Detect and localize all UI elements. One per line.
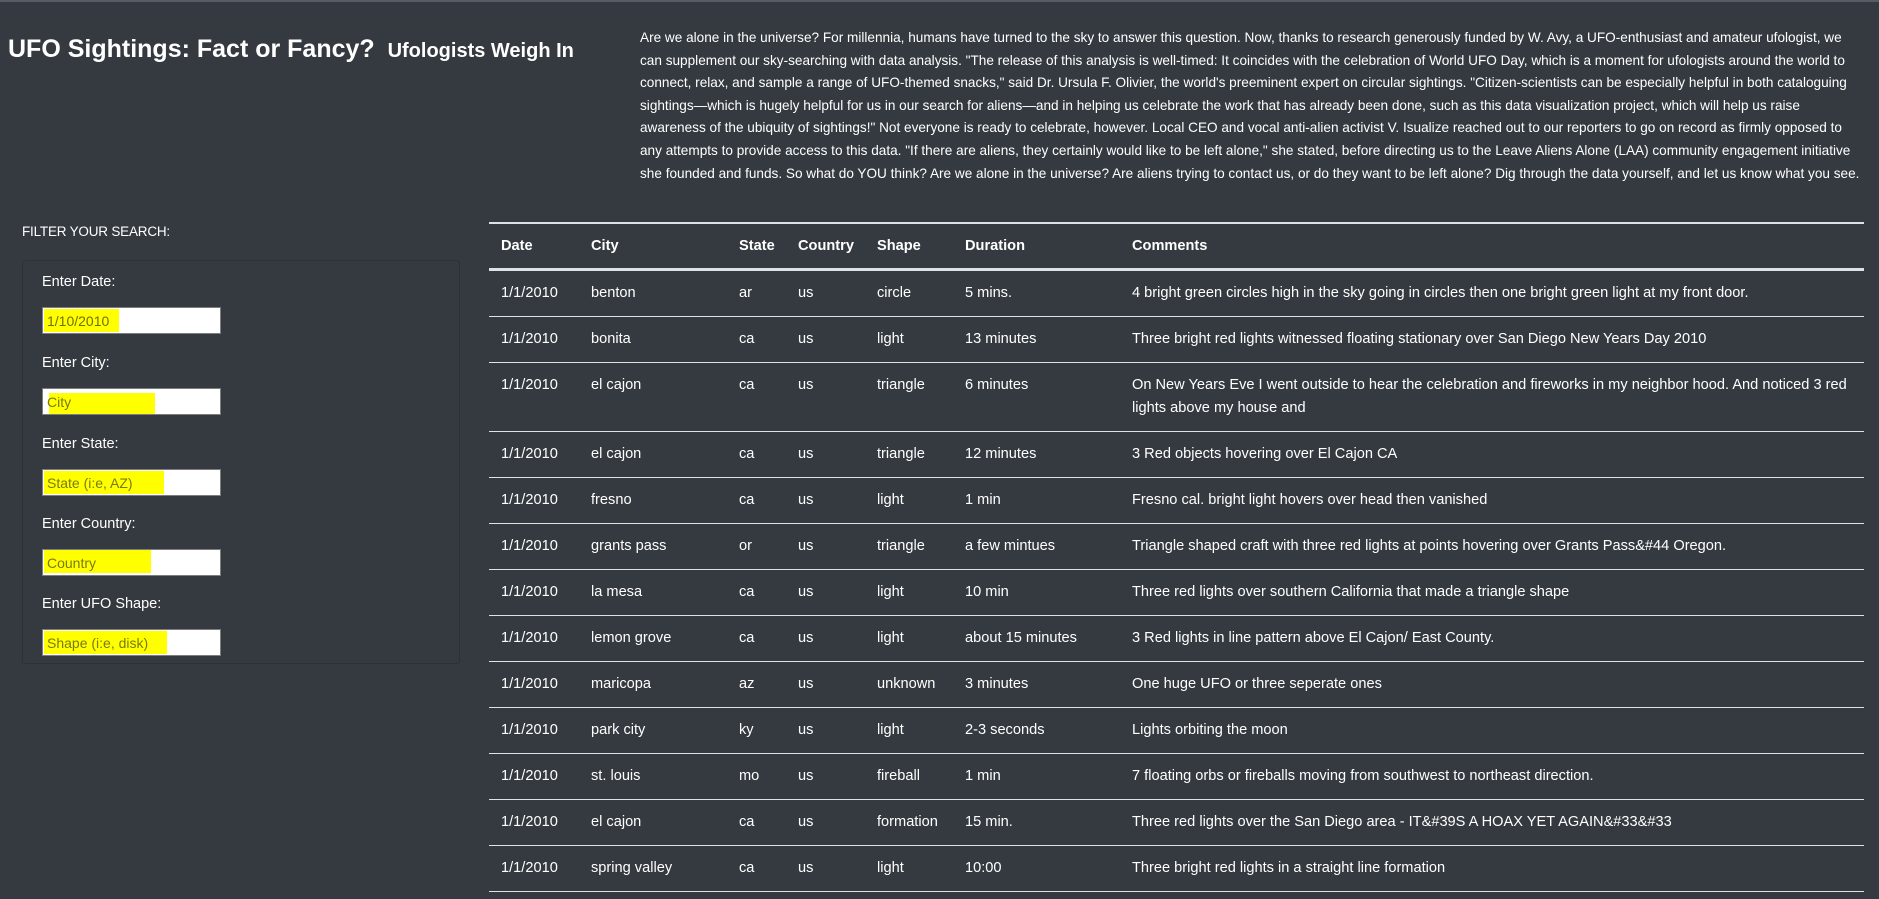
cell-duration: 3 minutes bbox=[953, 662, 1120, 708]
table-row bbox=[489, 800, 1864, 846]
top-border bbox=[0, 0, 1879, 2]
state-input[interactable] bbox=[43, 470, 220, 495]
cell-duration: 15 min. bbox=[953, 800, 1120, 846]
cell-comments: 3 Red lights in line pattern above El Cajon/ East County. bbox=[1120, 616, 1864, 662]
cell-city: maricopa bbox=[579, 662, 727, 708]
cell-duration: 5 mins. bbox=[953, 270, 1120, 317]
cell-city: fresno bbox=[579, 478, 727, 524]
cell-country: us bbox=[786, 432, 865, 478]
page-title bbox=[8, 28, 574, 65]
cell-state: or bbox=[727, 524, 786, 570]
table-row bbox=[489, 432, 1864, 478]
cell-shape: light bbox=[865, 846, 953, 892]
column-header-city: City bbox=[579, 223, 727, 270]
cell-shape: light bbox=[865, 708, 953, 754]
cell-state: mo bbox=[727, 754, 786, 800]
cell-comments: One huge UFO or three seperate ones bbox=[1120, 662, 1864, 708]
cell-date: 1/1/2010 bbox=[489, 363, 579, 432]
cell-date: 1/1/2010 bbox=[489, 317, 579, 363]
cell-shape: formation bbox=[865, 800, 953, 846]
table-row bbox=[489, 270, 1864, 317]
filter-country-group bbox=[42, 516, 221, 576]
city-input[interactable] bbox=[43, 389, 220, 414]
column-header-date: Date bbox=[489, 223, 579, 270]
date-label: Enter Date: bbox=[42, 274, 116, 290]
cell-date: 1/1/2010 bbox=[489, 270, 579, 317]
cell-country: us bbox=[786, 754, 865, 800]
cell-state: ky bbox=[727, 708, 786, 754]
table-row bbox=[489, 846, 1864, 892]
cell-country: us bbox=[786, 570, 865, 616]
column-header-shape: Shape bbox=[865, 223, 953, 270]
shape-input[interactable] bbox=[43, 630, 220, 655]
cell-comments: Triangle shaped craft with three red lights at points hovering over Grants Pass&#44 Oregon. bbox=[1120, 524, 1864, 570]
cell-shape: circle bbox=[865, 270, 953, 317]
cell-state: ca bbox=[727, 846, 786, 892]
cell-state: ca bbox=[727, 616, 786, 662]
cell-duration: 10:00 bbox=[953, 846, 1120, 892]
cell-comments: 7 floating orbs or fireballs moving from southwest to northeast direction. bbox=[1120, 754, 1864, 800]
cell-city: el cajon bbox=[579, 363, 727, 432]
cell-city: lemon grove bbox=[579, 616, 727, 662]
filter-state-group bbox=[42, 436, 221, 496]
cell-state: ca bbox=[727, 478, 786, 524]
filter-date-group bbox=[42, 274, 221, 334]
cell-date: 1/1/2010 bbox=[489, 616, 579, 662]
cell-state: ca bbox=[727, 432, 786, 478]
cell-country: us bbox=[786, 616, 865, 662]
cell-shape: light bbox=[865, 616, 953, 662]
cell-duration: 13 minutes bbox=[953, 317, 1120, 363]
cell-duration: 1 min bbox=[953, 478, 1120, 524]
ufo-table bbox=[489, 222, 1864, 892]
column-header-comments: Comments bbox=[1120, 223, 1864, 270]
city-label: Enter City: bbox=[42, 355, 110, 371]
filter-panel bbox=[22, 260, 460, 664]
cell-date: 1/1/2010 bbox=[489, 570, 579, 616]
cell-duration: a few mintues bbox=[953, 524, 1120, 570]
state-label: Enter State: bbox=[42, 436, 119, 452]
table-row bbox=[489, 616, 1864, 662]
cell-country: us bbox=[786, 478, 865, 524]
cell-city: benton bbox=[579, 270, 727, 317]
cell-comments: Three bright red lights in a straight line formation bbox=[1120, 846, 1864, 892]
table-row bbox=[489, 478, 1864, 524]
cell-date: 1/1/2010 bbox=[489, 432, 579, 478]
table-row bbox=[489, 317, 1864, 363]
cell-country: us bbox=[786, 708, 865, 754]
cell-duration: 10 min bbox=[953, 570, 1120, 616]
cell-shape: unknown bbox=[865, 662, 953, 708]
cell-shape: light bbox=[865, 478, 953, 524]
cell-date: 1/1/2010 bbox=[489, 478, 579, 524]
table-row bbox=[489, 754, 1864, 800]
filter-city-group bbox=[42, 355, 221, 415]
cell-city: el cajon bbox=[579, 432, 727, 478]
cell-country: us bbox=[786, 800, 865, 846]
country-label: Enter Country: bbox=[42, 516, 136, 532]
cell-city: la mesa bbox=[579, 570, 727, 616]
date-input[interactable] bbox=[43, 308, 220, 333]
cell-comments: Fresno cal. bright light hovers over head then vanished bbox=[1120, 478, 1864, 524]
cell-country: us bbox=[786, 317, 865, 363]
title-main: UFO Sightings: Fact or Fancy? bbox=[8, 35, 375, 63]
table-row bbox=[489, 524, 1864, 570]
cell-state: az bbox=[727, 662, 786, 708]
shape-label: Enter UFO Shape: bbox=[42, 596, 162, 612]
cell-comments: Lights orbiting the moon bbox=[1120, 708, 1864, 754]
cell-duration: 1 min bbox=[953, 754, 1120, 800]
cell-comments: Three red lights over southern California that made a triangle shape bbox=[1120, 570, 1864, 616]
cell-country: us bbox=[786, 846, 865, 892]
cell-date: 1/1/2010 bbox=[489, 754, 579, 800]
cell-comments: Three bright red lights witnessed floating stationary over San Diego New Years Day 2010 bbox=[1120, 317, 1864, 363]
cell-comments: On New Years Eve I went outside to hear the celebration and fireworks in my neighbor hood. And noticed 3 red lights above my house and bbox=[1120, 363, 1864, 432]
cell-country: us bbox=[786, 662, 865, 708]
cell-shape: light bbox=[865, 317, 953, 363]
table-row bbox=[489, 708, 1864, 754]
table-row bbox=[489, 662, 1864, 708]
cell-date: 1/1/2010 bbox=[489, 708, 579, 754]
cell-date: 1/1/2010 bbox=[489, 800, 579, 846]
cell-shape: triangle bbox=[865, 432, 953, 478]
cell-state: ca bbox=[727, 800, 786, 846]
title-subtitle: Ufologists Weigh In bbox=[387, 40, 574, 62]
cell-duration: 12 minutes bbox=[953, 432, 1120, 478]
cell-comments: 4 bright green circles high in the sky going in circles then one bright green light at my front door. bbox=[1120, 270, 1864, 317]
cell-city: spring valley bbox=[579, 846, 727, 892]
cell-shape: light bbox=[865, 570, 953, 616]
table-row bbox=[489, 570, 1864, 616]
cell-city: st. louis bbox=[579, 754, 727, 800]
cell-country: us bbox=[786, 524, 865, 570]
cell-state: ca bbox=[727, 570, 786, 616]
cell-date: 1/1/2010 bbox=[489, 524, 579, 570]
filter-heading: FILTER YOUR SEARCH: bbox=[22, 224, 170, 239]
cell-state: ar bbox=[727, 270, 786, 317]
cell-city: el cajon bbox=[579, 800, 727, 846]
table-header-row bbox=[489, 223, 1864, 270]
cell-duration: about 15 minutes bbox=[953, 616, 1120, 662]
cell-comments: Three red lights over the San Diego area - IT&#39S A HOAX YET AGAIN&#33&#33 bbox=[1120, 800, 1864, 846]
country-input[interactable] bbox=[43, 550, 220, 575]
filter-shape-group bbox=[42, 596, 221, 656]
cell-duration: 2-3 seconds bbox=[953, 708, 1120, 754]
intro-paragraph: Are we alone in the universe? For millennia, humans have turned to the sky to answer this question. Now, thanks to research generously funded by W. Avy, a UFO-enthusiast and amateur ufologist, we can supplement our sky-searching with data analysis. "The release of this analysis is well-timed: It coincides with the celebration of World UFO Day, which is a moment for ufologists around the world to connect, relax, and sample a range of UFO-themed snacks," said Dr. Ursula F. Olivier, the world's preeminent expert on circular sightings. "Citizen-scientists can be especially helpful in both cataloguing sightings—which is hugely helpful for us in our search for aliens—and in helping us celebrate the work that has already been done, such as this data visualization project, which will help us raise awareness of the ubiquity of sightings!" Not everyone is ready to celebrate, however. Local CEO and vocal anti-alien activist V. Isualize reached out to our reporters to go on record as firmly opposed to any attempts to provide access to this data. "If there are aliens, they certainly would like to be left alone," she stated, before directing us to the Leave Aliens Alone (LAA) community engagement initiative she founded and funds. So what do YOU think? Are we alone in the universe? Are aliens trying to contact us, or do they want to be left alone? Dig through the data yourself, and let us know what you see. bbox=[640, 30, 1860, 181]
cell-shape: triangle bbox=[865, 363, 953, 432]
cell-date: 1/1/2010 bbox=[489, 846, 579, 892]
cell-city: bonita bbox=[579, 317, 727, 363]
cell-state: ca bbox=[727, 363, 786, 432]
cell-state: ca bbox=[727, 317, 786, 363]
cell-country: us bbox=[786, 270, 865, 317]
cell-city: park city bbox=[579, 708, 727, 754]
column-header-duration: Duration bbox=[953, 223, 1120, 270]
table-row bbox=[489, 363, 1864, 432]
cell-duration: 6 minutes bbox=[953, 363, 1120, 432]
cell-comments: 3 Red objects hovering over El Cajon CA bbox=[1120, 432, 1864, 478]
cell-shape: triangle bbox=[865, 524, 953, 570]
cell-country: us bbox=[786, 363, 865, 432]
column-header-state: State bbox=[727, 223, 786, 270]
column-header-country: Country bbox=[786, 223, 865, 270]
cell-shape: fireball bbox=[865, 754, 953, 800]
cell-city: grants pass bbox=[579, 524, 727, 570]
cell-date: 1/1/2010 bbox=[489, 662, 579, 708]
